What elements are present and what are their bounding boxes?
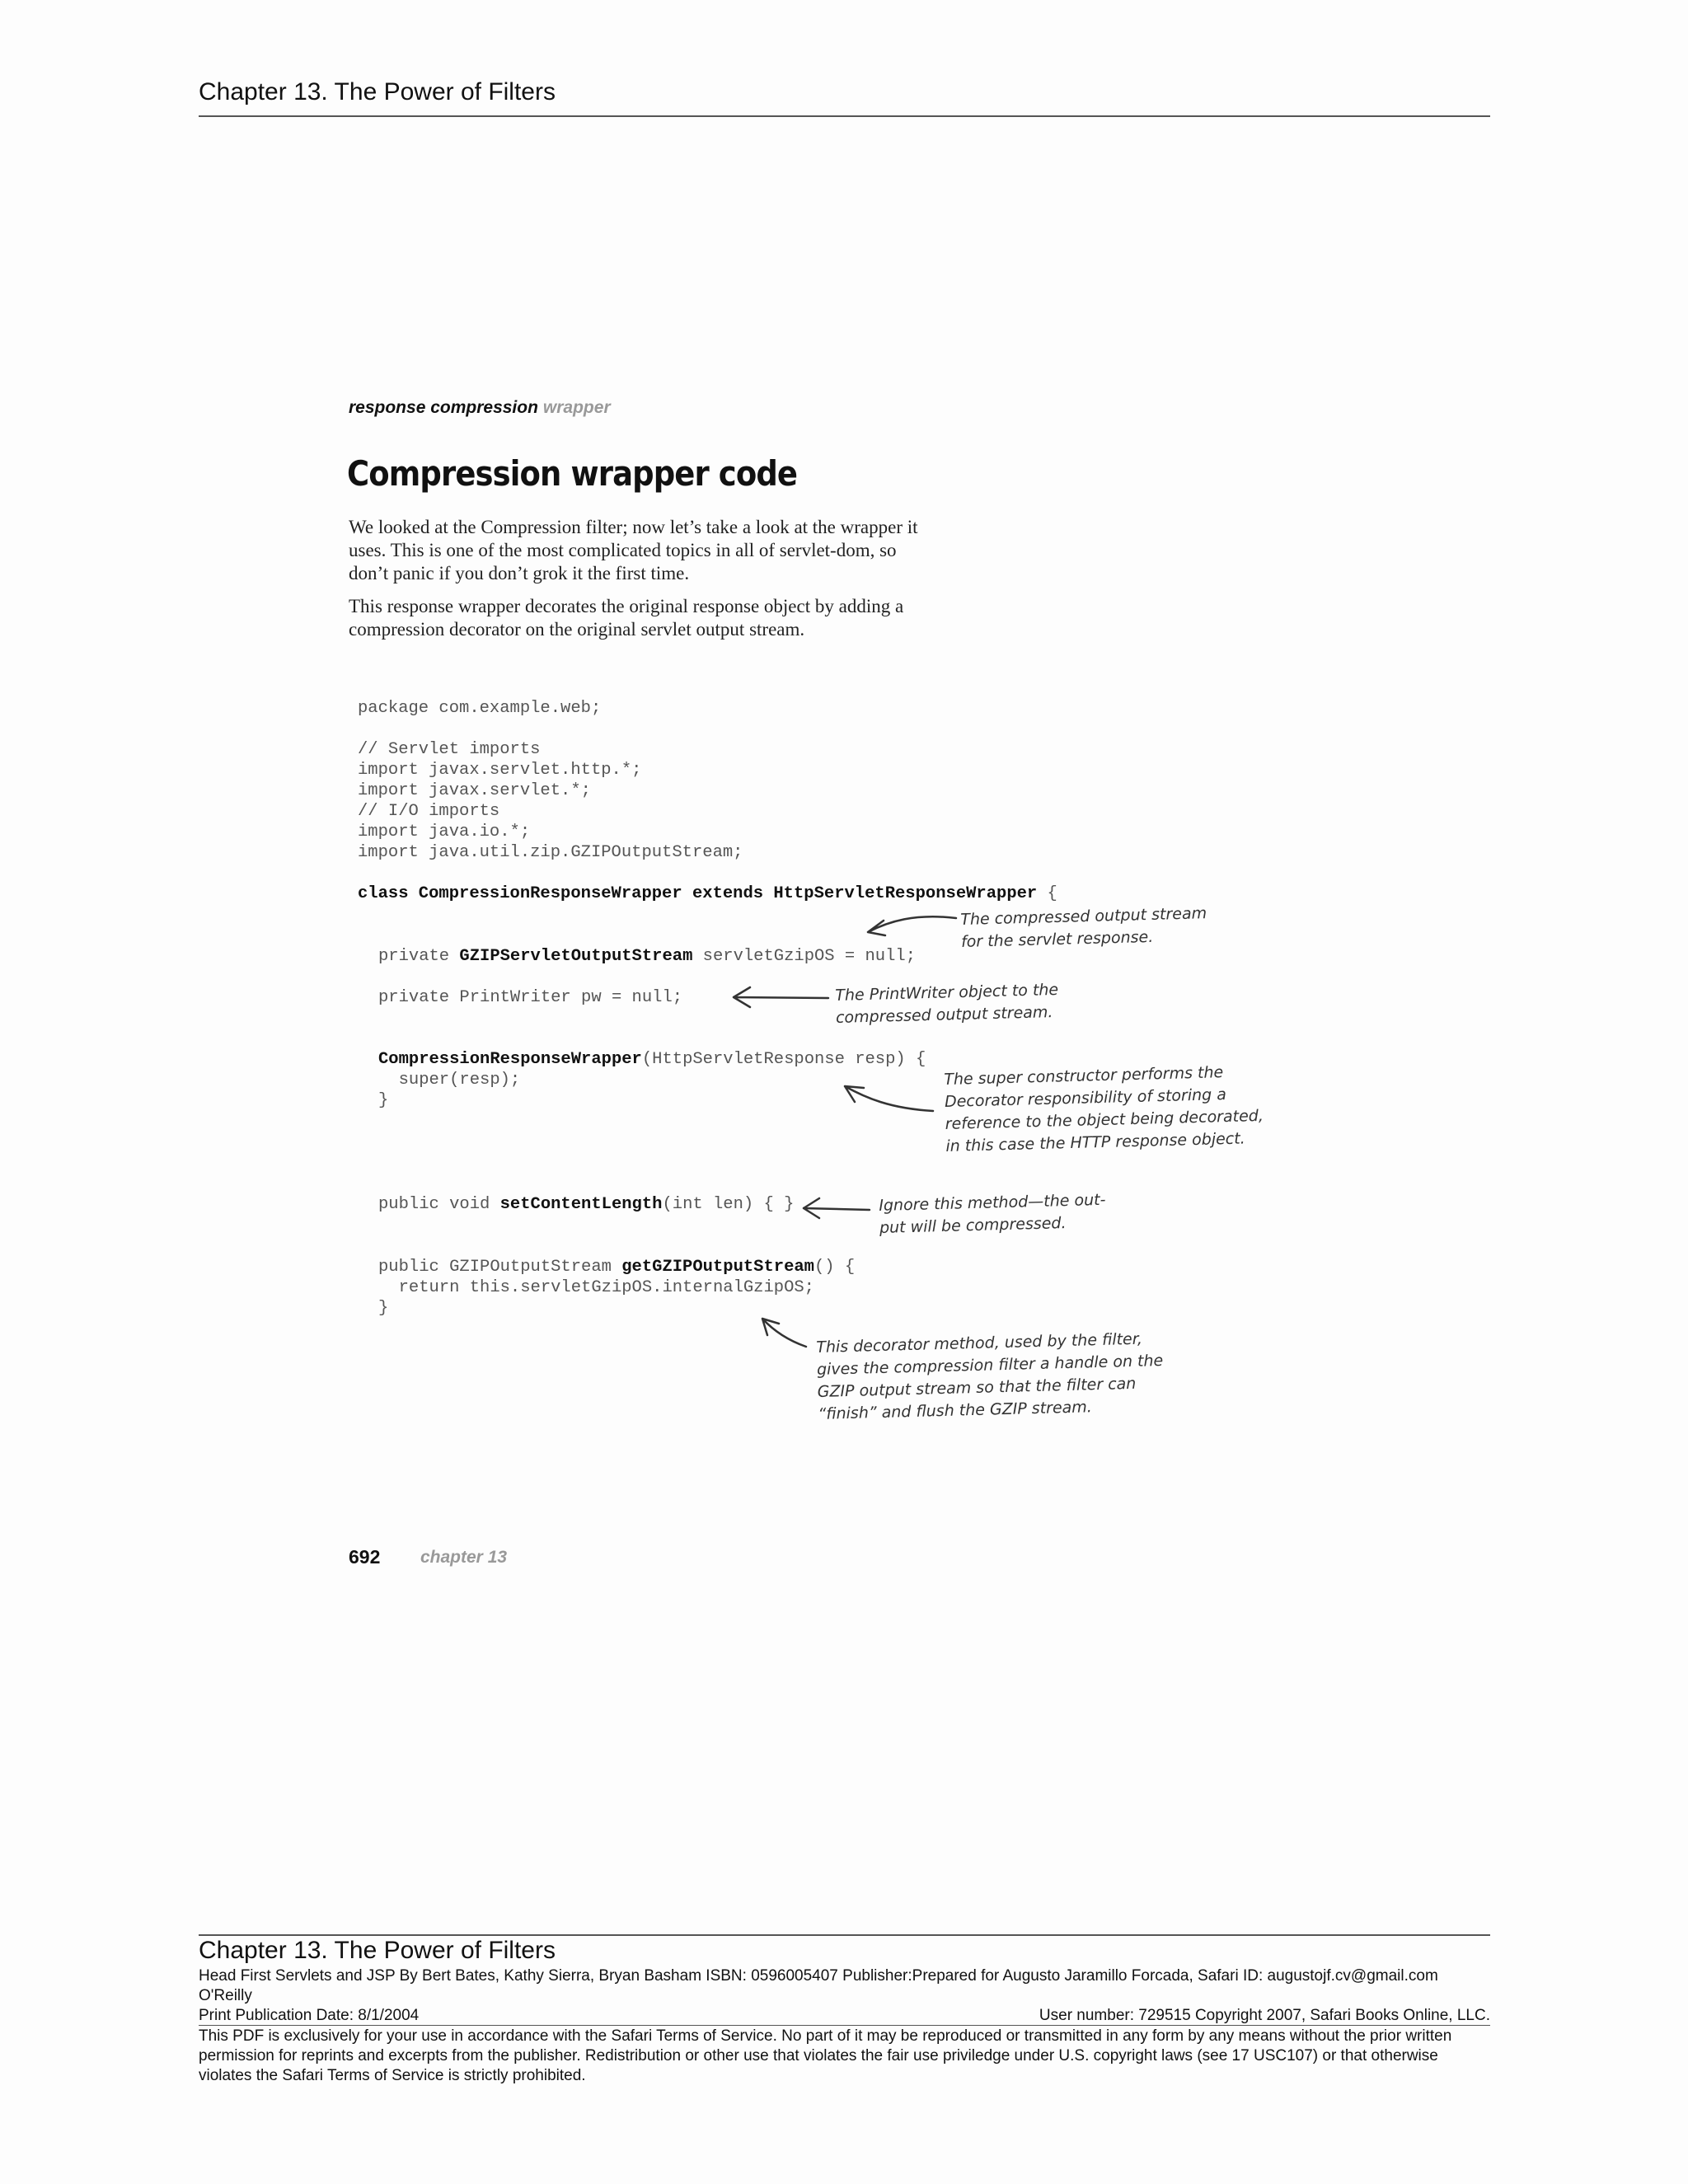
code-line: import java.io.*;	[358, 823, 531, 841]
wrapper-paragraph: This response wrapper decorates the original response object by adding a compression decorator on the original servlet output stream.	[349, 596, 904, 640]
code-line: package com.example.web;	[358, 699, 602, 718]
code-token: () {	[814, 1258, 856, 1277]
closing-brace: }	[378, 1299, 389, 1318]
code-token-bold: setContentLength	[499, 1195, 663, 1214]
code-line: import java.util.zip.GZIPOutputStream;	[358, 843, 743, 862]
arrow-gzip-stream	[868, 916, 956, 935]
method-body: return this.servletGzipOS.internalGzipOS;	[378, 1278, 814, 1297]
class-keyword: class CompressionResponseWrapper extends HttpServletResponseWrapper	[358, 884, 1038, 903]
section-tag-muted: wrapper	[542, 398, 611, 417]
code-token: public void	[378, 1195, 500, 1214]
page-number: 692	[349, 1546, 381, 1568]
arrow-printwriter	[734, 987, 828, 1007]
annotation-decorator-method: This decorator method, used by the filter, gives the compression filter a handle on the GZIP output stream so that the filter can “finish” and flush the GZIP stream.	[816, 1329, 1164, 1423]
class-brace: {	[1037, 884, 1057, 903]
footer-terms: This PDF is exclusively for your use in accordance with the Safari Terms of Service. No part of it may be reproduced or transmitted in any form by any means without the prior written permission for reprints and excerpts from the publisher. Redistribution or other use that violates the fair use priviledge under U.S. copyright laws (see 17 USC107) or that otherwise violates the Safari Terms of Service is strictly prohibited.	[199, 2027, 1452, 2084]
code-line: // Servlet imports	[358, 740, 541, 759]
code-line: import javax.servlet.*;	[358, 781, 591, 800]
code-line: import javax.servlet.http.*;	[358, 761, 642, 780]
footer-top-rule	[199, 1934, 1490, 1936]
code-token: servletGzipOS = null;	[692, 947, 917, 966]
page-heading: Compression wrapper code	[347, 453, 798, 494]
arrow-ignore-method	[804, 1198, 870, 1218]
footer-book-info: Head First Servlets and JSP By Bert Bates, Kathy Sierra, Bryan Basham ISBN: 0596005407 Publisher:Prepared for Augusto Jaramillo Forcada, Safari ID: augustojf.cv@gmail.com	[199, 1967, 1438, 1985]
field-printwriter: private PrintWriter pw = null;	[378, 988, 683, 1007]
code-token-bold: CompressionResponseWrapper	[378, 1050, 642, 1069]
closing-brace: }	[378, 1091, 389, 1110]
code-token: private	[378, 947, 460, 966]
annotation-ignore-method: Ignore this method—the out- put will be compressed.	[879, 1190, 1106, 1237]
code-token: (int len) { }	[662, 1195, 795, 1214]
annotation-gzip-stream: The compressed output stream for the servlet response.	[960, 904, 1207, 951]
annotation-super-constructor: The super constructor performs the Decorator responsibility of storing a reference to the object being decorated, in this case the HTTP response object.	[944, 1063, 1264, 1155]
footer-publisher: O'Reilly	[199, 1987, 252, 2004]
footer-inner-rule	[199, 2025, 1490, 2026]
page-header-title: Chapter 13. The Power of Filters	[199, 78, 556, 105]
code-token-bold: GZIPServletOutputStream	[459, 947, 693, 966]
footer-publication-date: Print Publication Date: 8/1/2004	[199, 2007, 420, 2024]
intro-paragraph: We looked at the Compression filter; now let’s take a look at the wrapper it uses. This is one of the most complicated topics in all of servlet-dom, so don’t panic if you don’t grok it the first time.	[349, 517, 918, 583]
code-line: // I/O imports	[358, 802, 500, 821]
arrow-super-constructor	[845, 1086, 933, 1111]
footer-copyright: User number: 729515 Copyright 2007, Safari Books Online, LLC.	[1039, 2007, 1490, 2024]
page-chapter-label: chapter 13	[420, 1548, 508, 1567]
section-tag-main: response compression	[349, 398, 538, 417]
footer-publication-row	[199, 2006, 1490, 2026]
code-token: (HttpServletResponse resp) {	[641, 1050, 926, 1069]
footer-title: Chapter 13. The Power of Filters	[199, 1937, 556, 1964]
annotation-printwriter: The PrintWriter object to the compressed output stream.	[835, 980, 1059, 1027]
code-token-bold: getGZIPOutputStream	[621, 1258, 814, 1277]
arrow-decorator-method	[762, 1319, 806, 1347]
code-token: public GZIPOutputStream	[378, 1258, 622, 1277]
constructor-body: super(resp);	[378, 1071, 521, 1090]
